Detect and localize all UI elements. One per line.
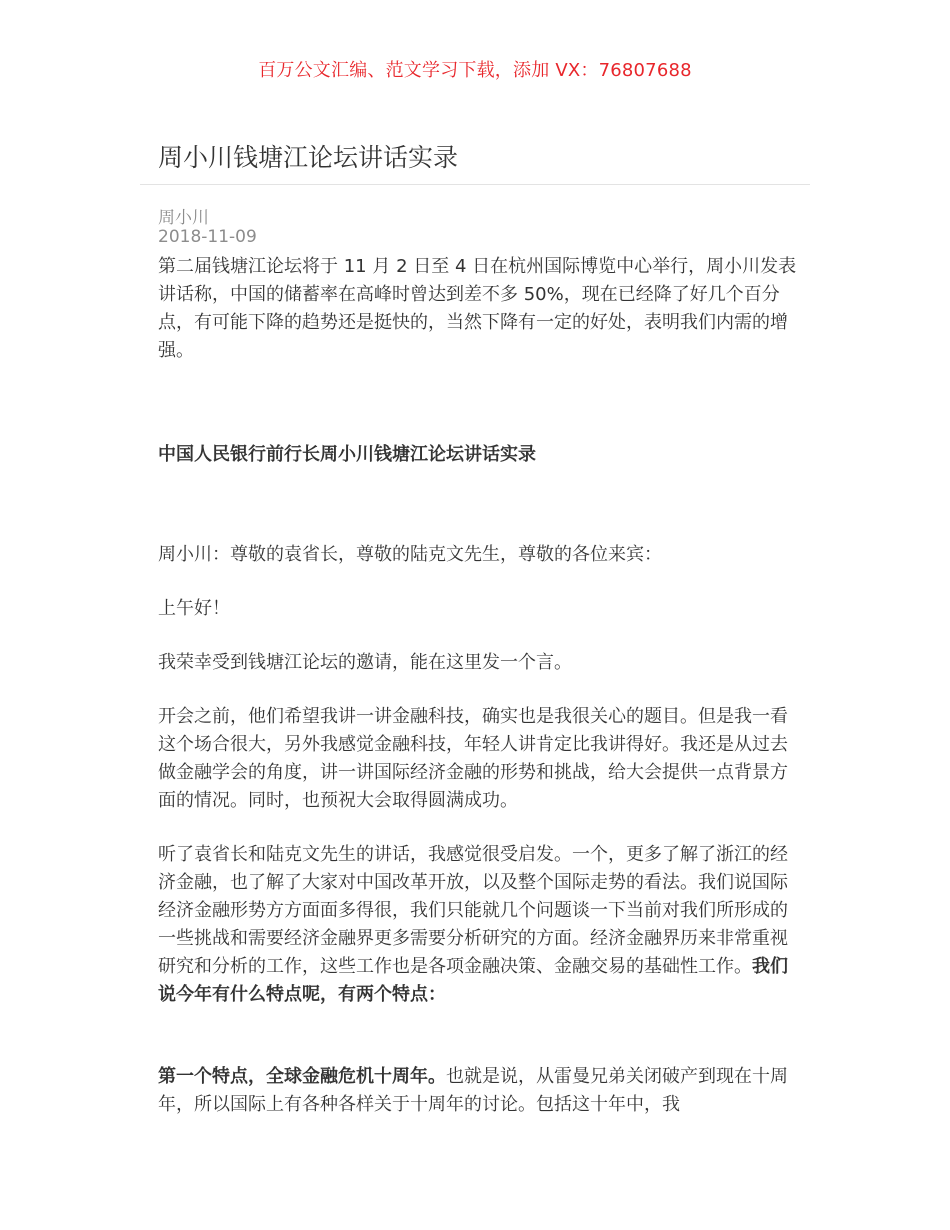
article-title: 周小川钱塘江论坛讲话实录 xyxy=(158,143,459,172)
first-feature-bold-text: 第一个特点，全球金融危机十周年。 xyxy=(158,1066,446,1087)
greeting-paragraph: 上午好！ xyxy=(158,598,230,619)
listening-text: 听了袁省长和陆克文先生的讲话，我感觉很受启发。一个，更多了解了浙江的经济金融，也了解了大家对中国改革开放，以及整个国际走势的看法。我们说国际经济金融形势方方面面多得很，我们只能就几个问题谈一下当前对我们所形成的一些挑战和需要经济金融界更多需要分析研究的方面。经济金融界历来非常重视研究和分析的工作，这些工作也是各项金融决策、金融交易的基础性工作。 xyxy=(158,844,788,977)
listening-bold-text: 我们说今年有什么特点呢，有两个特点： xyxy=(158,956,788,1005)
first-feature-text: 也就是说，从雷曼兄弟关闭破产到现在十周年，所以国际上有各种各样关于十周年的讨论。包括这十年中，我 xyxy=(158,1066,788,1115)
intro-paragraph: 第二届钱塘江论坛将于 11 月 2 日至 4 日在杭州国际博览中心举行，周小川发表讲话称，中国的储蓄率在高峰时曾达到差不多 50%，现在已经降了好几个百分点，有可能下降的趋势还是挺快的，当然下降有一定的好处，表明我们内需的增强。 xyxy=(158,256,797,361)
header-banner: 百万公文汇编、范文学习下载，添加 VX：76807688 xyxy=(258,60,692,81)
first-feature-paragraph xyxy=(158,1063,798,1119)
salutation-paragraph: 周小川：尊敬的袁省长，尊敬的陆克文先生，尊敬的各位来宾： xyxy=(158,544,662,565)
honor-paragraph: 我荣幸受到钱塘江论坛的邀请，能在这里发一个言。 xyxy=(158,652,572,673)
opening-paragraph: 开会之前，他们希望我讲一讲金融科技，确实也是我很关心的题目。但是我一看这个场合很大，另外我感觉金融科技，年轻人讲肯定比我讲得好。我还是从过去做金融学会的角度，讲一讲国际经济金融的形势和挑战，给大会提供一点背景方面的情况。同时，也预祝大会取得圆满成功。 xyxy=(158,706,788,811)
listening-paragraph xyxy=(158,841,798,1009)
section-heading: 中国人民银行前行长周小川钱塘江论坛讲话实录 xyxy=(158,444,536,465)
title-divider xyxy=(140,184,810,185)
article-author: 周小川 xyxy=(158,208,209,228)
article-body xyxy=(158,253,798,1119)
article-date: 2018-11-09 xyxy=(158,227,257,247)
